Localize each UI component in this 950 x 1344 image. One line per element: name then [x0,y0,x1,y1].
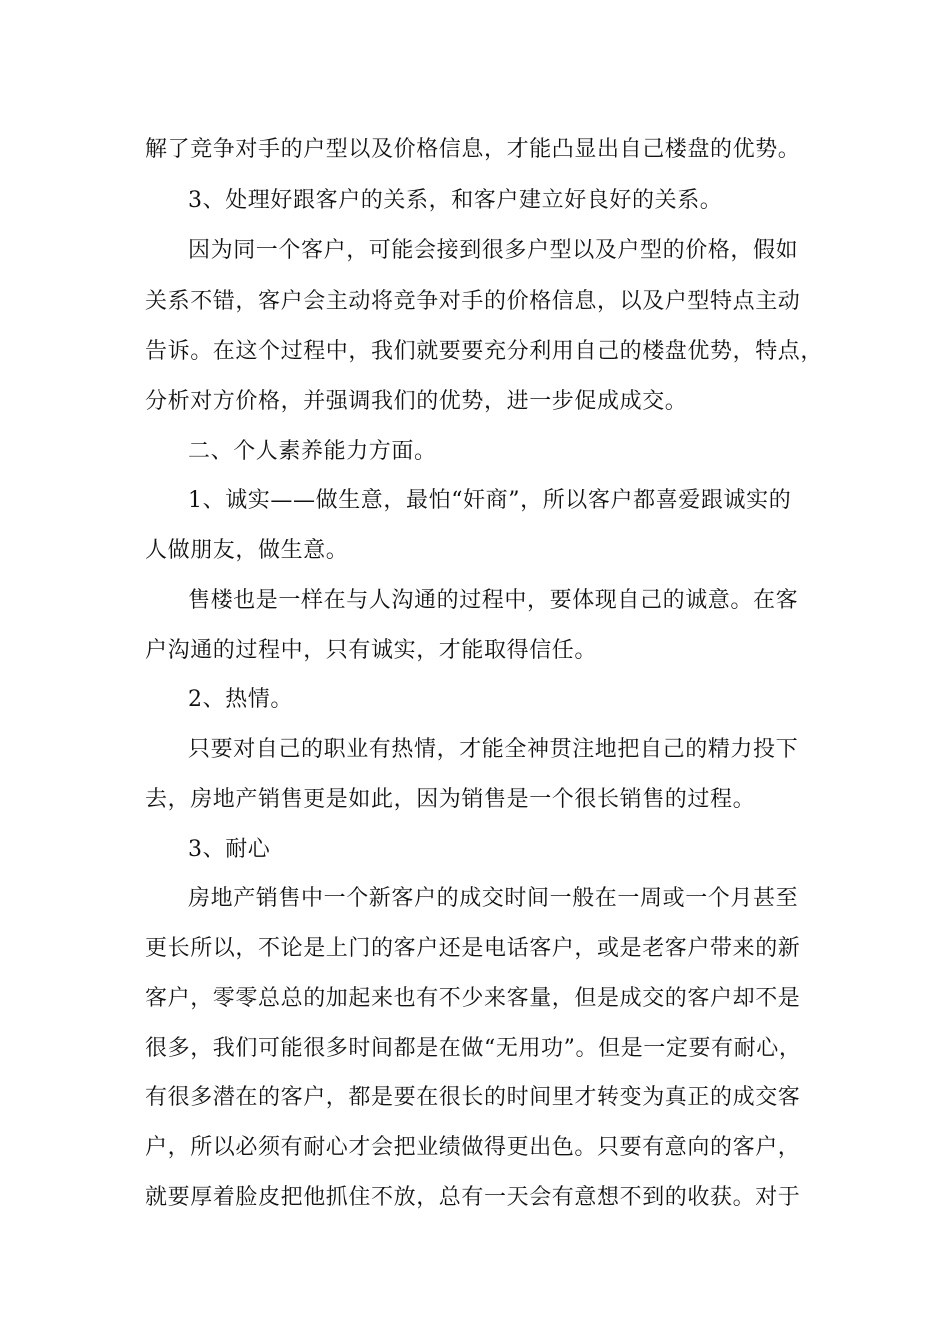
text-line: 有很多潜在的客户，都是要在很长的时间里才转变为真正的成交客 [145,1085,801,1110]
text-line: 1、诚实——做生意，最怕“奸商”，所以客户都喜爱跟诚实的 [188,488,792,513]
text-line: 告诉。在这个过程中，我们就要要充分利用自己的楼盘优势，特点， [145,339,824,364]
text-line: 客户，零零总总的加起来也有不少来客量，但是成交的客户却不是 [145,986,801,1011]
text-line: 就要厚着脸皮把他抓住不放，总有一天会有意想不到的收获。对于 [145,1185,801,1210]
text-line: 人做朋友，做生意。 [145,538,349,563]
subsection-heading: 2、热情。 [188,687,293,712]
section-heading: 二、个人素养能力方面。 [188,439,437,464]
text-line: 关系不错，客户会主动将竞争对手的价格信息，以及户型特点主动 [145,289,801,314]
text-line: 因为同一个客户，可能会接到很多户型以及户型的价格，假如 [188,238,799,263]
text-line: 分析对方价格，并强调我们的优势，进一步促成成交。 [145,389,688,414]
text-line: 更长所以，不论是上门的客户还是电话客户，或是老客户带来的新 [145,936,801,961]
subsection-heading: 3、耐心 [188,837,271,862]
text-line: 解了竞争对手的户型以及价格信息，才能凸显出自己楼盘的优势。 [145,137,801,162]
text-line: 户沟通的过程中，只有诚实，才能取得信任。 [145,638,598,663]
text-line: 去，房地产销售更是如此，因为销售是一个很长销售的过程。 [145,787,756,812]
text-line: 3、处理好跟客户的关系，和客户建立好良好的关系。 [188,188,723,213]
text-line: 只要对自己的职业有热情，才能全神贯注地把自己的精力投下 [188,737,799,762]
text-line: 很多，我们可能很多时间都是在做“无用功”。但是一定要有耐心， [145,1036,802,1061]
text-line: 户，所以必须有耐心才会把业绩做得更出色。只要有意向的客户， [145,1135,801,1160]
text-line: 售楼也是一样在与人沟通的过程中，要体现自己的诚意。在客 [188,588,799,613]
text-line: 房地产销售中一个新客户的成交时间一般在一周或一个月甚至 [188,886,799,911]
